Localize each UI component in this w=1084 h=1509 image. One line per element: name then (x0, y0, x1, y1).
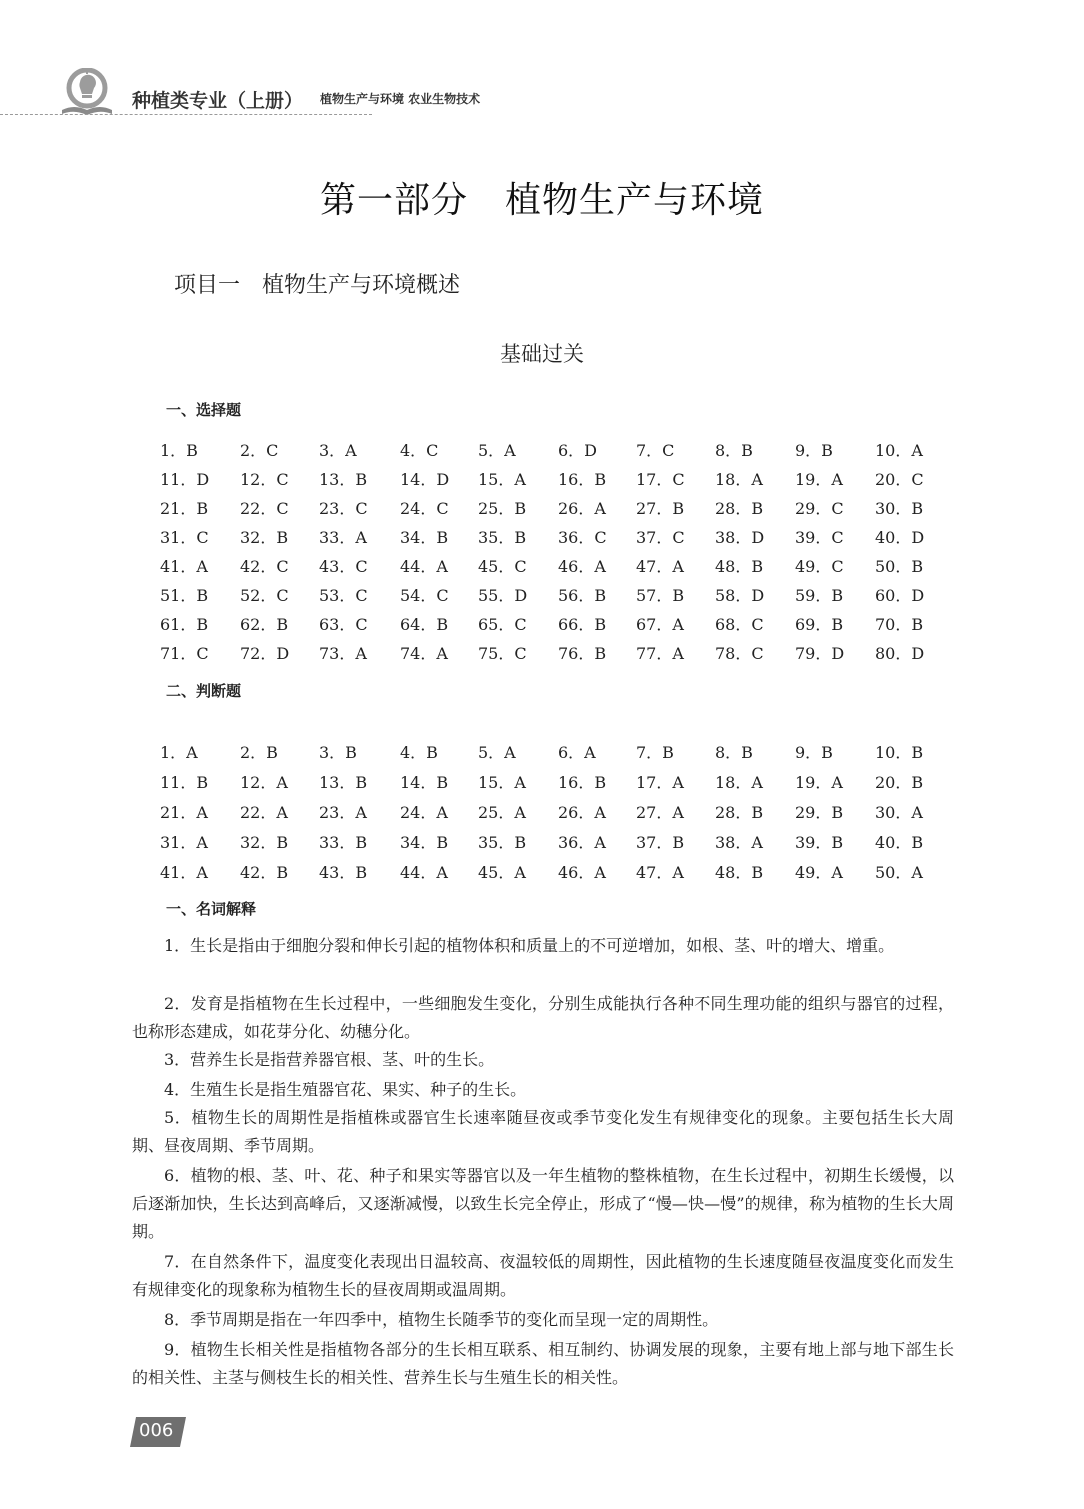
answer-item: 19．A (795, 773, 843, 792)
answer-item: 13．B (319, 470, 368, 489)
answer-row (160, 525, 960, 554)
answer-item: 34．B (400, 833, 449, 852)
answer-item: 58．D (715, 586, 765, 605)
answer-item: 37．B (636, 833, 685, 852)
running-header (0, 62, 481, 122)
section-title: 基础过关 (500, 342, 584, 366)
answer-item: 41．A (160, 863, 208, 882)
answer-row (160, 554, 960, 583)
answer-item: 3．A (319, 441, 357, 460)
judge-answer-grid (160, 740, 960, 890)
answer-item: 8．B (715, 743, 753, 762)
answer-item: 11．B (160, 773, 209, 792)
answer-item: 7．C (636, 441, 675, 460)
answer-item: 9．B (795, 743, 833, 762)
answer-item: 22．A (240, 803, 288, 822)
answer-item: 44．A (400, 863, 448, 882)
answer-item: 14．B (400, 773, 449, 792)
answer-item: 15．A (478, 773, 526, 792)
answer-item: 23．A (319, 803, 367, 822)
answer-item: 64．B (400, 615, 449, 634)
answer-item: 39．B (795, 833, 844, 852)
answer-item: 42．C (240, 557, 289, 576)
answer-item: 46．A (558, 557, 606, 576)
answer-item: 13．B (319, 773, 368, 792)
answer-item: 23．C (319, 499, 368, 518)
answer-item: 27．A (636, 803, 684, 822)
answer-item: 53．C (319, 586, 368, 605)
term-paragraph: 4．生殖生长是指生殖器官花、果实、种子的生长。 (164, 1080, 527, 1099)
answer-item: 57．B (636, 586, 685, 605)
answer-item: 20．B (875, 773, 924, 792)
terms-heading: 一、名词解释 (166, 900, 257, 918)
answer-item: 68．C (715, 615, 764, 634)
choice-answer-grid (160, 438, 960, 670)
answer-item: 31．C (160, 528, 209, 547)
answer-item: 59．B (795, 586, 844, 605)
answer-item: 31．A (160, 833, 208, 852)
term-paragraph: 8．季节周期是指在一年四季中，植物生长随季节的变化而呈现一定的周期性。 (164, 1310, 719, 1329)
answer-row (160, 496, 960, 525)
answer-item: 16．B (558, 470, 607, 489)
answer-item: 48．B (715, 863, 764, 882)
answer-item: 66．B (558, 615, 607, 634)
answer-item: 17．C (636, 470, 685, 489)
term-paragraph: 1．生长是指由于细胞分裂和伸长引起的植物体积和质量上的不可逆增加，如根、茎、叶的增大、增重。 (164, 936, 895, 955)
answer-item: 20．C (875, 470, 924, 489)
answer-item: 9．B (795, 441, 833, 460)
answer-item: 80．D (875, 644, 925, 663)
answer-item: 24．C (400, 499, 449, 518)
answer-item: 72．D (240, 644, 290, 663)
term-paragraph: 6．植物的根、茎、叶、花、种子和果实等器官以及一年生植物的整株植物，在生长过程中，初期生长缓慢，以后逐渐加快，生长达到高峰后，又逐渐减慢，以致生长完全停止，形成了“慢—快—慢”的规律，称为植物的生长大周期。 (132, 1166, 954, 1241)
answer-item: 49．C (795, 557, 844, 576)
answer-item: 43．C (319, 557, 368, 576)
lightbulb-book-icon (58, 68, 116, 120)
answer-row (160, 770, 960, 800)
term-paragraph: 2．发育是指植物在生长过程中，一些细胞发生变化，分别生成能执行各种不同生理功能的组织与器官的过程，也称形态建成，如花芽分化、幼穗分化。 (132, 994, 954, 1041)
answer-item: 15．A (478, 470, 526, 489)
answer-item: 19．A (795, 470, 843, 489)
answer-item: 75．C (478, 644, 527, 663)
term-paragraph: 7．在自然条件下，温度变化表现出日温较高、夜温较低的周期性，因此植物的生长速度随昼夜温度变化而发生有规律变化的现象称为植物生长的昼夜周期或温周期。 (132, 1252, 954, 1299)
answer-item: 5．A (478, 743, 516, 762)
answer-item: 61．B (160, 615, 209, 634)
answer-item: 47．A (636, 863, 684, 882)
answer-item: 56．B (558, 586, 607, 605)
answer-item: 50．A (875, 863, 923, 882)
answer-row (160, 830, 960, 860)
term-paragraph: 9．植物生长相关性是指植物各部分的生长相互联系、相互制约、协调发展的现象，主要有地上部与地下部生长的相关性、主茎与侧枝生长的相关性、营养生长与生殖生长的相关性。 (132, 1340, 954, 1387)
answer-item: 60．D (875, 586, 925, 605)
answer-item: 4．C (400, 441, 439, 460)
answer-item: 36．A (558, 833, 606, 852)
answer-item: 55．D (478, 586, 528, 605)
book-subtitle: 植物生产与环境 农业生物技术 (320, 92, 481, 106)
answer-item: 35．B (478, 528, 527, 547)
answer-item: 7．B (636, 743, 674, 762)
answer-item: 10．B (875, 743, 924, 762)
choice-heading: 一、选择题 (166, 401, 242, 419)
answer-item: 18．A (715, 773, 763, 792)
answer-item: 33．B (319, 833, 368, 852)
answer-item: 6．D (558, 441, 598, 460)
answer-item: 77．A (636, 644, 684, 663)
answer-item: 35．B (478, 833, 527, 852)
answer-item: 4．B (400, 743, 438, 762)
answer-item: 37．C (636, 528, 685, 547)
answer-item: 6．A (558, 743, 596, 762)
answer-item: 10．A (875, 441, 923, 460)
answer-item: 25．A (478, 803, 526, 822)
answer-item: 25．B (478, 499, 527, 518)
answer-item: 48．B (715, 557, 764, 576)
answer-row (160, 860, 960, 890)
answer-item: 73．A (319, 644, 367, 663)
answer-item: 79．D (795, 644, 845, 663)
answer-item: 29．B (795, 803, 844, 822)
page-number: 006 (139, 1420, 174, 1441)
answer-item: 63．C (319, 615, 368, 634)
answer-row (160, 467, 960, 496)
answer-item: 26．A (558, 499, 606, 518)
answer-item: 2．C (240, 441, 279, 460)
answer-item: 1．A (160, 743, 198, 762)
answer-row (160, 641, 960, 670)
answer-item: 71．C (160, 644, 209, 663)
answer-item: 36．C (558, 528, 607, 547)
answer-item: 8．B (715, 441, 753, 460)
answer-item: 47．A (636, 557, 684, 576)
answer-item: 29．C (795, 499, 844, 518)
answer-item: 21．A (160, 803, 208, 822)
part-title: 第一部分 植物生产与环境 (319, 180, 764, 221)
answer-item: 78．C (715, 644, 764, 663)
answer-row (160, 612, 960, 641)
header-divider (0, 114, 372, 115)
answer-item: 69．B (795, 615, 844, 634)
answer-item: 14．D (400, 470, 450, 489)
answer-item: 33．A (319, 528, 367, 547)
answer-item: 50．B (875, 557, 924, 576)
answer-item: 2．B (240, 743, 278, 762)
answer-item: 16．B (558, 773, 607, 792)
answer-item: 28．B (715, 499, 764, 518)
answer-item: 1．B (160, 441, 198, 460)
answer-item: 44．A (400, 557, 448, 576)
answer-item: 42．B (240, 863, 289, 882)
answer-item: 43．B (319, 863, 368, 882)
answer-item: 27．B (636, 499, 685, 518)
answer-item: 76．B (558, 644, 607, 663)
answer-item: 11．D (160, 470, 210, 489)
answer-item: 51．B (160, 586, 209, 605)
answer-row (160, 438, 960, 467)
answer-item: 12．C (240, 470, 289, 489)
answer-item: 62．B (240, 615, 289, 634)
answer-item: 65．C (478, 615, 527, 634)
answer-row (160, 800, 960, 830)
judge-heading: 二、判断题 (166, 682, 242, 700)
answer-item: 38．D (715, 528, 765, 547)
answer-item: 32．B (240, 833, 289, 852)
answer-item: 49．A (795, 863, 843, 882)
answer-item: 3．B (319, 743, 357, 762)
answer-item: 45．C (478, 557, 527, 576)
answer-item: 21．B (160, 499, 209, 518)
answer-item: 67．A (636, 615, 684, 634)
answer-row (160, 583, 960, 612)
answer-item: 17．A (636, 773, 684, 792)
answer-item: 18．A (715, 470, 763, 489)
answer-item: 40．D (875, 528, 925, 547)
answer-item: 30．A (875, 803, 923, 822)
answer-item: 26．A (558, 803, 606, 822)
answer-item: 41．A (160, 557, 208, 576)
answer-row (160, 740, 960, 770)
term-paragraph: 3．营养生长是指营养器官根、茎、叶的生长。 (164, 1050, 495, 1069)
answer-item: 38．A (715, 833, 763, 852)
answer-item: 39．C (795, 528, 844, 547)
answer-item: 46．A (558, 863, 606, 882)
answer-item: 34．B (400, 528, 449, 547)
answer-item: 22．C (240, 499, 289, 518)
answer-item: 52．C (240, 586, 289, 605)
answer-item: 54．C (400, 586, 449, 605)
answer-item: 28．B (715, 803, 764, 822)
answer-item: 45．A (478, 863, 526, 882)
book-title: 种植类专业（上册） (132, 90, 304, 112)
answer-item: 32．B (240, 528, 289, 547)
project-title: 项目一 植物生产与环境概述 (174, 273, 461, 298)
answer-item: 74．A (400, 644, 448, 663)
answer-item: 70．B (875, 615, 924, 634)
answer-item: 40．B (875, 833, 924, 852)
answer-item: 24．A (400, 803, 448, 822)
answer-item: 12．A (240, 773, 288, 792)
term-paragraph: 5．植物生长的周期性是指植株或器官生长速率随昼夜或季节变化发生有规律变化的现象。主要包括生长大周期、昼夜周期、季节周期。 (132, 1108, 954, 1155)
answer-item: 5．A (478, 441, 516, 460)
answer-item: 30．B (875, 499, 924, 518)
